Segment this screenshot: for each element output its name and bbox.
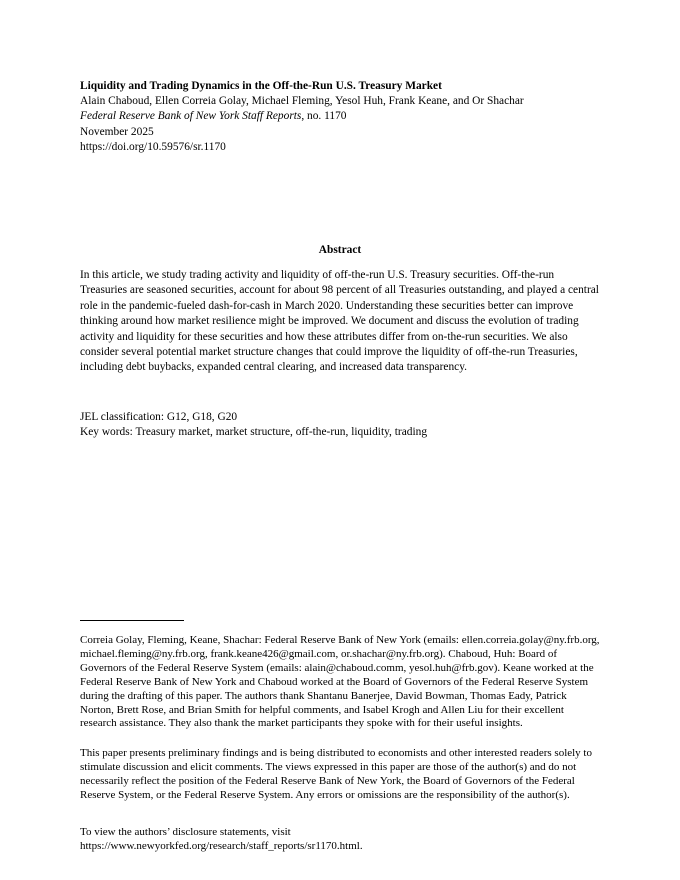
disclosure-text: To view the authors’ disclosure statements, visit	[80, 826, 291, 838]
disclosure-link[interactable]: https://www.newyorkfed.org/research/staff_reports/sr1170.html.	[80, 839, 363, 852]
keywords: Key words: Treasury market, market structure, off-the-run, liquidity, trading	[80, 426, 428, 439]
paper-title: Liquidity and Trading Dynamics in the Off-the-Run U.S. Treasury Market	[80, 80, 442, 92]
jel-classification: JEL classification: G12, G18, G20	[80, 411, 238, 423]
classification-block	[80, 410, 600, 441]
abstract-body: In this article, we study trading activity and liquidity of off-the-run U.S. Treasury securities. Off-the-run Treasuries are seasoned securities, account for about 98 percent of all Treasuries outstanding, and played a central role in the pandemic-fueled dash-for-cash in March 2020. Understanding these securities better can improve thinking around how market resilience might be improved. We document and discuss the evolution of trading activity and liquidity for these securities and how these attributes differ from on-the-run securities. We also consider several potential market structure changes that could improve the liquidity of off-the-run Treasuries, including debt buybacks, expanded central clearing, and increased data transparency.	[80, 269, 599, 374]
disclaimer-footnote: This paper presents preliminary findings and is being distributed to economists and other interested readers solely to stimulate discussion and elicit comments. The views expressed in this paper are those of the author(s) and do not necessarily reflect the position of the Federal Reserve Bank of New York, the Board of Governors of the Federal Reserve System, or the Federal Reserve System. Any errors or omissions are the responsibility of the author(s).	[80, 747, 592, 801]
footnote-rule	[80, 620, 184, 621]
series-number: , no. 1170	[301, 110, 347, 123]
series-line	[80, 109, 600, 124]
doi-link[interactable]: https://doi.org/10.59576/sr.1170	[80, 140, 226, 153]
publication-date: November 2025	[80, 125, 154, 138]
abstract-heading: Abstract	[318, 244, 362, 256]
author-list: Alain Chaboud, Ellen Correia Golay, Michael Fleming, Yesol Huh, Frank Keane, and Or Shachar	[80, 95, 524, 108]
affiliations-footnote: Correia Golay, Fleming, Keane, Shachar: Federal Reserve Bank of New York (emails: ellen.correia.golay@ny.frb.org, michael.fleming@ny.frb.org, frank.keane426@gmail.com, or.shachar@ny.frb.org). Chaboud, Huh: Board of Governors of the Federal Reserve System (emails: alain@chaboud.comm, yesol.huh@frb.gov). Keane worked at the Federal Reserve Bank of New York and Chaboud worked at the Board of Governors of the Federal Reserve System during the drafting of this paper. The authors thank Shantanu Banerjee, David Bowman, Thomas Eady, Patrick Norton, Brett Rose, and Brian Smith for helpful comments, and Isabel Krogh and Allen Liu for their excellent research assistance. They also thank the market participants they spoke with for their useful insights.	[80, 634, 600, 730]
disclosure-footnote	[80, 826, 601, 854]
series-name: Federal Reserve Bank of New York Staff Reports	[80, 110, 302, 123]
paper-header	[80, 79, 600, 155]
